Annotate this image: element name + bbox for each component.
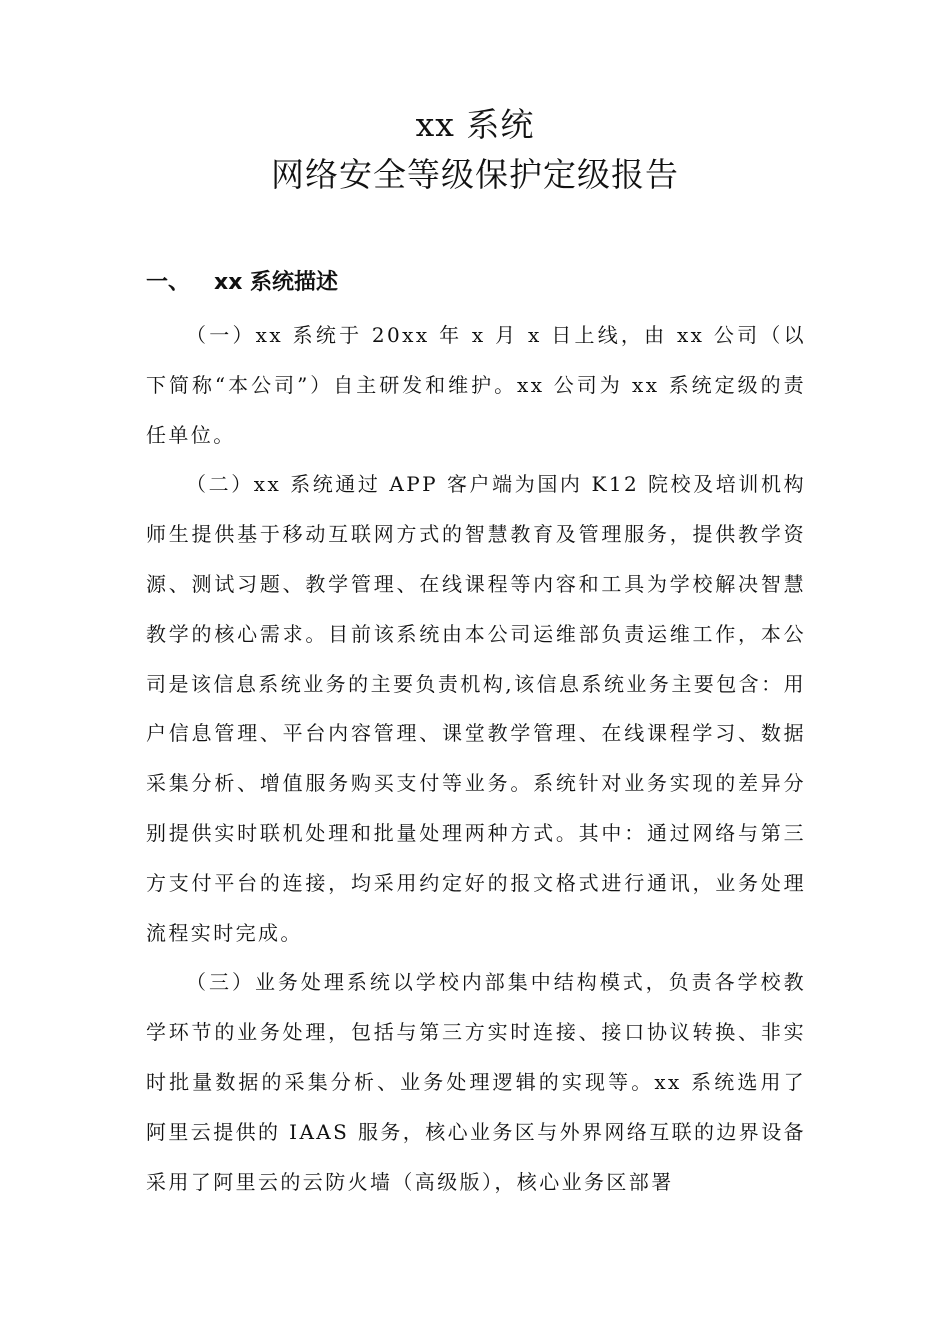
section-title: xx 系统描述: [214, 270, 339, 295]
section-number: 一、: [146, 270, 191, 295]
document-title-system-name: xx 系统: [415, 105, 535, 144]
paragraph-3: （三）业务处理系统以学校内部集中结构模式，负责各学校教学环节的业务处理，包括与第三方实时连接、接口协议转换、非实时批量数据的采集分析、业务处理逻辑的实现等。xx 系统选用了阿里云提供的 IAAS 服务，核心业务区与外界网络互联的边界设备采用了阿里云的云防火墙（高级版），核心业务区部署: [146, 970, 807, 1194]
section-body: [146, 311, 806, 1207]
document-title: 网络安全等级保护定级报告: [271, 155, 679, 194]
paragraph-1: （一）xx 系统于 20xx 年 x 月 x 日上线，由 xx 公司（以下简称“本公司”）自主研发和维护。xx 公司为 xx 系统定级的责任单位。: [146, 323, 806, 447]
section-heading: [146, 266, 338, 300]
paragraph-2: （二）xx 系统通过 APP 客户端为国内 K12 院校及培训机构师生提供基于移动互联网方式的智慧教育及管理服务，提供教学资源、测试习题、教学管理、在线课程等内容和工具为学校解决智慧教学的核心需求。目前该系统由本公司运维部负责运维工作，本公司是该信息系统业务的主要负责机构,该信息系统业务主要包含：用户信息管理、平台内容管理、课堂教学管理、在线课程学习、数据采集分析、增值服务购买支付等业务。系统针对业务实现的差异分别提供实时联机处理和批量处理两种方式。其中：通过网络与第三方支付平台的连接，均采用约定好的报文格式进行通讯，业务处理流程实时完成。: [146, 472, 806, 945]
